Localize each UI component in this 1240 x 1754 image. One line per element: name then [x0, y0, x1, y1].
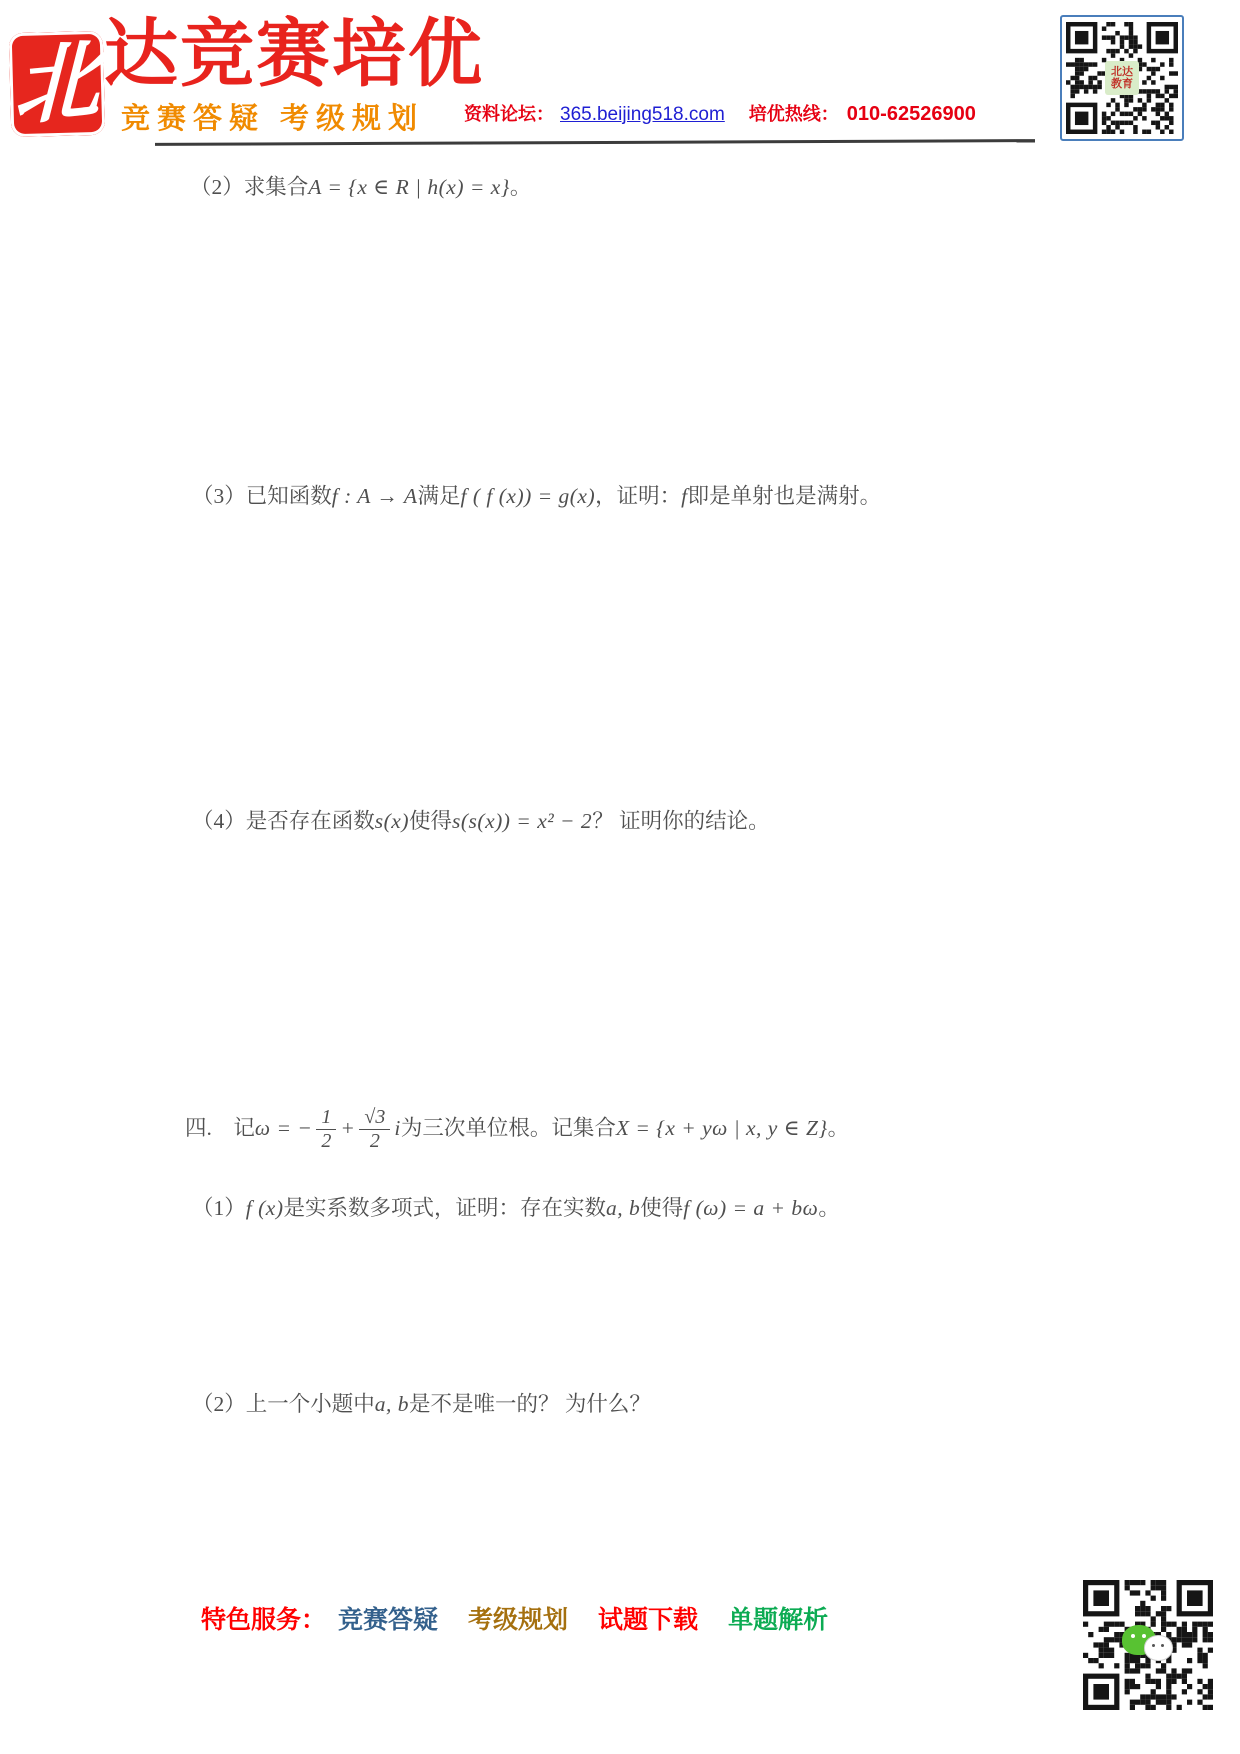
wechat-icon — [1122, 1625, 1174, 1665]
seal-character: 北 — [13, 31, 101, 137]
problem-four-2-line: （2）上一个小题中 a, b 是不是唯一的？ 为什么？ — [192, 1392, 651, 1416]
brand-logo-seal — [9, 31, 106, 137]
problem-four-line: 四. 记 ω = − $\frac{1}{2}$ + $\frac{√3}{2}$ i 为三次单位根。记集合 X = {x + yω | x, y ∈ Z} 。 — [185, 1105, 850, 1152]
problem-2-line: （2）求集合 A = {x ∈ R | h(x) = x} 。 — [190, 175, 532, 199]
footer-services — [338, 1600, 858, 1636]
hotline-label: 培优热线： — [748, 104, 839, 124]
footer-service: 考级规划 — [468, 1606, 569, 1634]
footer-services-row — [201, 1600, 858, 1636]
footer-label: 特色服务： — [201, 1606, 327, 1634]
problem-3-line: （3）已知函数 f : A → A 满足 f ( f (x)) = g(x) ，证明： f 即是单射也是满射。 — [192, 484, 882, 508]
footer-service: 竞赛答疑 — [338, 1606, 439, 1634]
forum-label: 资料论坛： — [464, 104, 554, 124]
forum-link[interactable]: 365.beijing518.com — [560, 104, 725, 125]
header-contact-row — [464, 100, 976, 126]
problem-four-1-line: （1） f (x) 是实系数多项式，证明：存在实数 a, b 使得 f (ω) = a + bω 。 — [192, 1196, 840, 1220]
footer-service: 单题解析 — [728, 1606, 829, 1634]
qr-code-bottom — [1083, 1578, 1213, 1712]
brand-subtitle: 竞赛答疑 考级规划 — [121, 103, 425, 135]
footer-service: 试题下载 — [598, 1606, 699, 1634]
problem-4-line: （4）是否存在函数 s(x) 使得 s(s(x)) = x² − 2 ？ 证明你的结论。 — [192, 809, 770, 833]
hotline-number: 010-62526900 — [846, 103, 976, 125]
qr-center-label — [1105, 61, 1139, 95]
header-divider — [155, 139, 1035, 146]
qr-label-line2: 教育 — [1111, 78, 1133, 90]
brand-title: 达竞赛培优 — [104, 12, 484, 95]
qr-label-line1: 北达 — [1111, 65, 1133, 78]
qr-code-top — [1060, 15, 1184, 141]
